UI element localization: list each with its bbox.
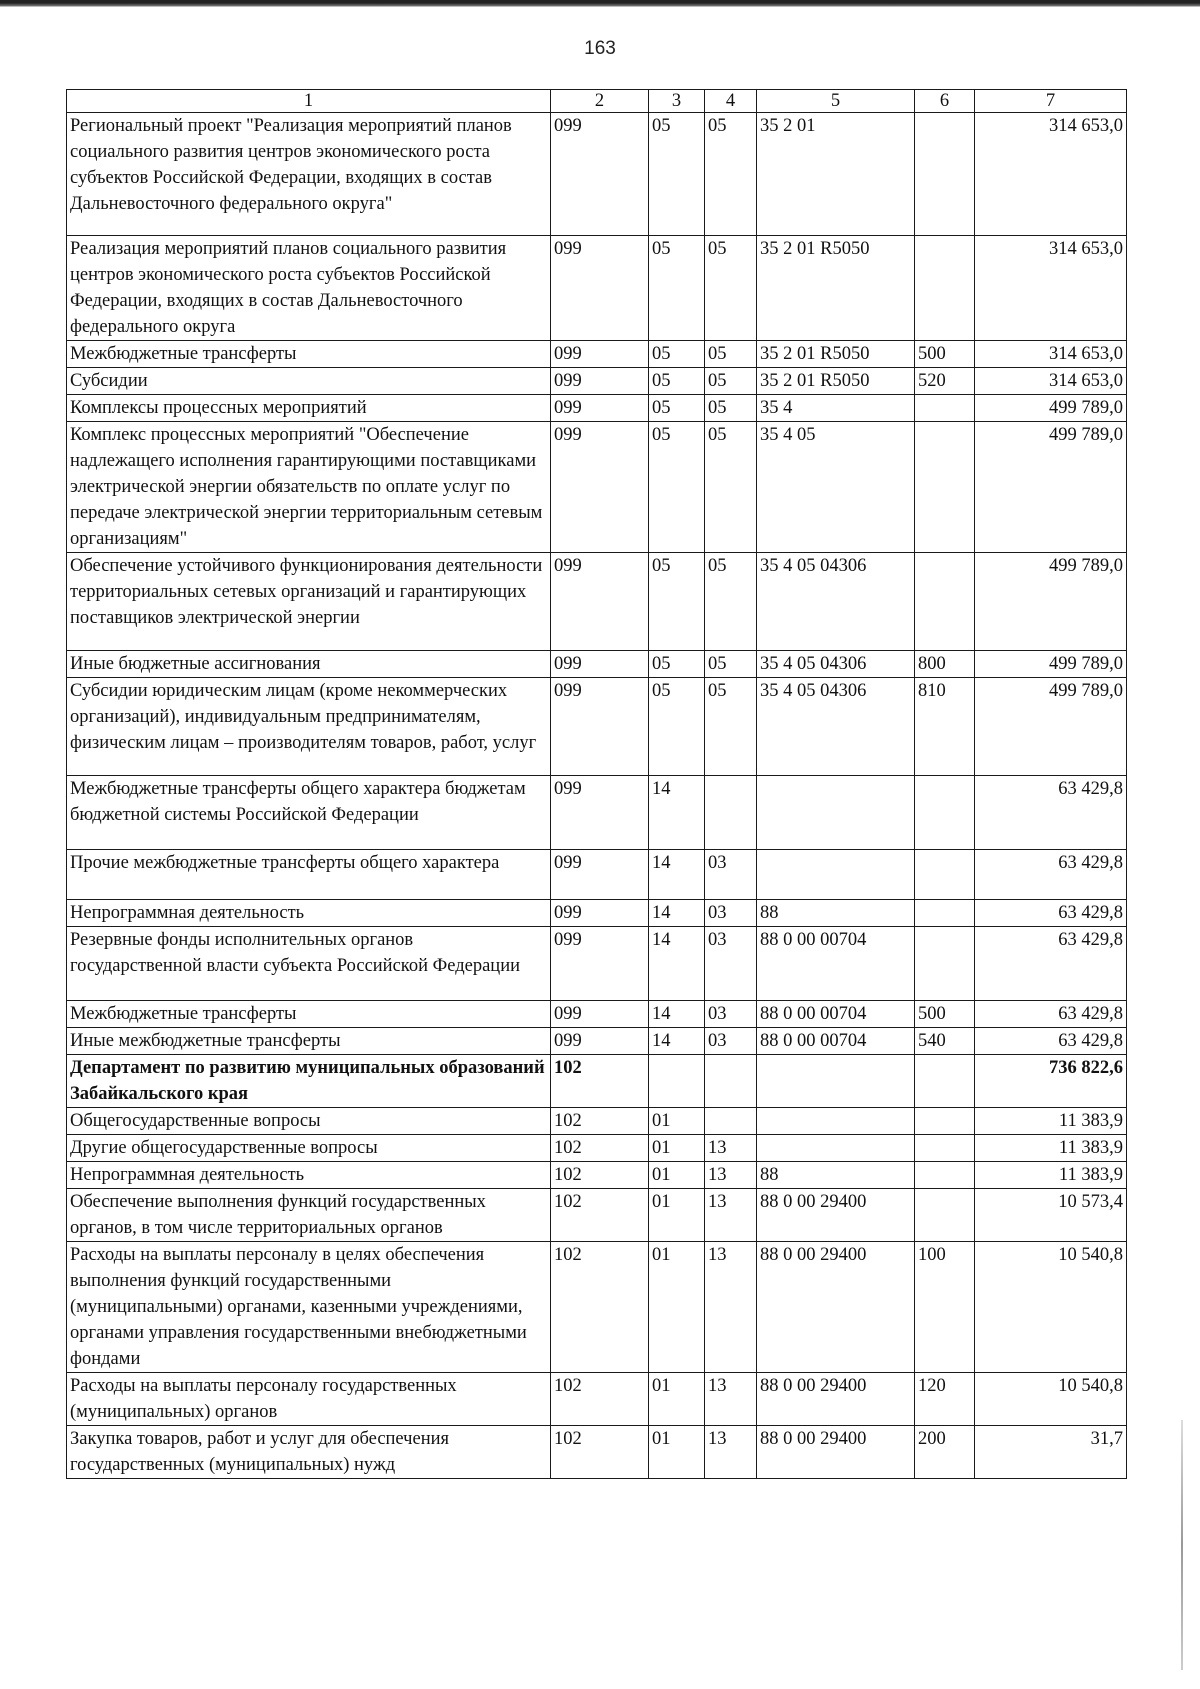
column-header-1: 1 — [67, 90, 551, 113]
subsection-cell: 13 — [705, 1135, 757, 1162]
amount-cell: 63 429,8 — [975, 776, 1127, 850]
table-body — [67, 113, 1127, 1479]
table-row — [67, 553, 1127, 651]
expense-type-cell: 810 — [915, 678, 975, 776]
section-cell: 14 — [649, 900, 705, 927]
subsection-cell: 13 — [705, 1373, 757, 1426]
amount-cell: 314 653,0 — [975, 236, 1127, 341]
expense-type-cell — [915, 900, 975, 927]
expense-type-cell — [915, 1162, 975, 1189]
expense-type-cell: 800 — [915, 651, 975, 678]
ministry-code-cell: 099 — [551, 553, 649, 651]
table-row — [67, 1373, 1127, 1426]
table-row — [67, 1426, 1127, 1479]
item-name-cell: Межбюджетные трансферты — [67, 1001, 551, 1028]
ministry-code-cell: 099 — [551, 341, 649, 368]
item-name-cell: Комплекс процессных мероприятий "Обеспечение надлежащего исполнения гарантирующими поставщиками электрической энергии обязательств по оплате услуг по передаче электрической энергии территориальным сетевым организациям" — [67, 422, 551, 553]
expense-type-cell — [915, 850, 975, 900]
subsection-cell: 05 — [705, 395, 757, 422]
item-name-cell: Резервные фонды исполнительных органов государственной власти субъекта Российской Федерации — [67, 927, 551, 1001]
column-header-3: 3 — [649, 90, 705, 113]
subsection-cell: 03 — [705, 850, 757, 900]
item-name-cell: Расходы на выплаты персоналу в целях обеспечения выполнения функций государственными (муниципальными) органами, казенными учреждениями, органами управления государственными внебюджетными фондами — [67, 1242, 551, 1373]
expense-type-cell: 200 — [915, 1426, 975, 1479]
amount-cell: 63 429,8 — [975, 900, 1127, 927]
page-number: 163 — [584, 38, 616, 59]
amount-cell: 63 429,8 — [975, 1001, 1127, 1028]
section-cell: 14 — [649, 850, 705, 900]
table-row — [67, 776, 1127, 850]
item-name-cell: Обеспечение устойчивого функционирования деятельности территориальных сетевых организаций и гарантирующих поставщиков электрической энергии — [67, 553, 551, 651]
amount-cell: 11 383,9 — [975, 1135, 1127, 1162]
expense-type-cell — [915, 1189, 975, 1242]
table-row — [67, 900, 1127, 927]
item-name-cell: Региональный проект "Реализация мероприятий планов социального развития центров экономического роста субъектов Российской Федерации, входящих в состав Дальневосточного федерального округа" — [67, 113, 551, 236]
ministry-code-cell: 099 — [551, 422, 649, 553]
amount-cell: 11 383,9 — [975, 1162, 1127, 1189]
subsection-cell — [705, 1055, 757, 1108]
subsection-cell: 05 — [705, 651, 757, 678]
table-row — [67, 1242, 1127, 1373]
expense-type-cell: 500 — [915, 1001, 975, 1028]
target-article-cell: 88 0 00 29400 — [757, 1373, 915, 1426]
ministry-code-cell: 102 — [551, 1242, 649, 1373]
scan-border-line — [0, 0, 1200, 7]
subsection-cell: 03 — [705, 1001, 757, 1028]
subsection-cell — [705, 1108, 757, 1135]
target-article-cell: 35 4 05 — [757, 422, 915, 553]
expense-type-cell: 100 — [915, 1242, 975, 1373]
ministry-code-cell: 102 — [551, 1055, 649, 1108]
amount-cell: 314 653,0 — [975, 368, 1127, 395]
item-name-cell: Комплексы процессных мероприятий — [67, 395, 551, 422]
table-row — [67, 927, 1127, 1001]
item-name-cell: Расходы на выплаты персоналу государственных (муниципальных) органов — [67, 1373, 551, 1426]
column-header-4: 4 — [705, 90, 757, 113]
target-article-cell: 35 4 05 04306 — [757, 651, 915, 678]
column-header-5: 5 — [757, 90, 915, 113]
table-row — [67, 113, 1127, 236]
section-cell: 14 — [649, 1028, 705, 1055]
target-article-cell: 88 0 00 29400 — [757, 1242, 915, 1373]
item-name-cell: Закупка товаров, работ и услуг для обеспечения государственных (муниципальных) нужд — [67, 1426, 551, 1479]
expense-type-cell — [915, 395, 975, 422]
target-article-cell: 88 0 00 29400 — [757, 1189, 915, 1242]
amount-cell: 10 540,8 — [975, 1242, 1127, 1373]
ministry-code-cell: 102 — [551, 1108, 649, 1135]
ministry-code-cell: 099 — [551, 776, 649, 850]
target-article-cell: 88 — [757, 1162, 915, 1189]
item-name-cell: Непрограммная деятельность — [67, 1162, 551, 1189]
section-cell: 01 — [649, 1108, 705, 1135]
item-name-cell: Иные межбюджетные трансферты — [67, 1028, 551, 1055]
table-row — [67, 1108, 1127, 1135]
item-name-cell: Субсидии — [67, 368, 551, 395]
amount-cell: 314 653,0 — [975, 341, 1127, 368]
expense-type-cell — [915, 422, 975, 553]
expense-type-cell — [915, 236, 975, 341]
amount-cell: 499 789,0 — [975, 553, 1127, 651]
target-article-cell: 88 — [757, 900, 915, 927]
subsection-cell: 13 — [705, 1242, 757, 1373]
subsection-cell: 05 — [705, 368, 757, 395]
table-row — [67, 368, 1127, 395]
ministry-code-cell: 102 — [551, 1189, 649, 1242]
subsection-cell: 03 — [705, 1028, 757, 1055]
section-cell: 05 — [649, 341, 705, 368]
subsection-cell: 05 — [705, 678, 757, 776]
ministry-code-cell: 099 — [551, 368, 649, 395]
target-article-cell — [757, 1055, 915, 1108]
ministry-code-cell: 102 — [551, 1135, 649, 1162]
ministry-code-cell: 099 — [551, 236, 649, 341]
ministry-code-cell: 099 — [551, 651, 649, 678]
table-row — [67, 1189, 1127, 1242]
table-row — [67, 1055, 1127, 1108]
subsection-cell: 05 — [705, 341, 757, 368]
section-cell: 14 — [649, 776, 705, 850]
budget-table — [66, 89, 1127, 1479]
table-row — [67, 236, 1127, 341]
table-row — [67, 1001, 1127, 1028]
section-cell: 05 — [649, 236, 705, 341]
amount-cell: 499 789,0 — [975, 395, 1127, 422]
target-article-cell: 35 2 01 R5050 — [757, 341, 915, 368]
target-article-cell: 35 4 05 04306 — [757, 678, 915, 776]
item-name-cell: Общегосударственные вопросы — [67, 1108, 551, 1135]
subsection-cell: 03 — [705, 927, 757, 1001]
amount-cell: 499 789,0 — [975, 678, 1127, 776]
subsection-cell: 03 — [705, 900, 757, 927]
amount-cell: 499 789,0 — [975, 651, 1127, 678]
section-cell: 14 — [649, 927, 705, 1001]
amount-cell: 314 653,0 — [975, 113, 1127, 236]
ministry-code-cell: 099 — [551, 395, 649, 422]
subsection-cell: 13 — [705, 1426, 757, 1479]
subsection-cell: 13 — [705, 1162, 757, 1189]
target-article-cell: 35 2 01 — [757, 113, 915, 236]
ministry-code-cell: 099 — [551, 113, 649, 236]
item-name-cell: Иные бюджетные ассигнования — [67, 651, 551, 678]
target-article-cell: 35 2 01 R5050 — [757, 368, 915, 395]
item-name-cell: Субсидии юридическим лицам (кроме некоммерческих организаций), индивидуальным предпринимателям, физическим лицам – производителям товаров, работ, услуг — [67, 678, 551, 776]
ministry-code-cell: 099 — [551, 1028, 649, 1055]
amount-cell: 736 822,6 — [975, 1055, 1127, 1108]
section-cell: 01 — [649, 1189, 705, 1242]
subsection-cell: 05 — [705, 553, 757, 651]
target-article-cell — [757, 1135, 915, 1162]
target-article-cell: 35 2 01 R5050 — [757, 236, 915, 341]
table-row — [67, 678, 1127, 776]
table-header-row — [67, 90, 1127, 113]
target-article-cell: 88 0 00 00704 — [757, 1001, 915, 1028]
amount-cell: 11 383,9 — [975, 1108, 1127, 1135]
amount-cell: 10 540,8 — [975, 1373, 1127, 1426]
target-article-cell: 88 0 00 29400 — [757, 1426, 915, 1479]
item-name-cell: Прочие межбюджетные трансферты общего характера — [67, 850, 551, 900]
section-cell: 01 — [649, 1373, 705, 1426]
target-article-cell — [757, 776, 915, 850]
target-article-cell: 88 0 00 00704 — [757, 1028, 915, 1055]
item-name-cell: Другие общегосударственные вопросы — [67, 1135, 551, 1162]
table-row — [67, 341, 1127, 368]
subsection-cell: 05 — [705, 236, 757, 341]
target-article-cell: 35 4 05 04306 — [757, 553, 915, 651]
ministry-code-cell: 102 — [551, 1373, 649, 1426]
section-cell: 05 — [649, 651, 705, 678]
expense-type-cell: 540 — [915, 1028, 975, 1055]
table-row — [67, 651, 1127, 678]
expense-type-cell: 520 — [915, 368, 975, 395]
ministry-code-cell: 099 — [551, 927, 649, 1001]
section-cell: 01 — [649, 1162, 705, 1189]
section-cell: 05 — [649, 395, 705, 422]
expense-type-cell — [915, 776, 975, 850]
column-header-7: 7 — [975, 90, 1127, 113]
target-article-cell — [757, 850, 915, 900]
expense-type-cell — [915, 1135, 975, 1162]
item-name-cell: Межбюджетные трансферты — [67, 341, 551, 368]
column-header-2: 2 — [551, 90, 649, 113]
expense-type-cell — [915, 113, 975, 236]
ministry-code-cell: 102 — [551, 1162, 649, 1189]
target-article-cell: 88 0 00 00704 — [757, 927, 915, 1001]
section-cell: 05 — [649, 368, 705, 395]
scan-edge-mark — [1181, 1420, 1183, 1670]
ministry-code-cell: 099 — [551, 678, 649, 776]
amount-cell: 63 429,8 — [975, 1028, 1127, 1055]
section-cell: 01 — [649, 1242, 705, 1373]
amount-cell: 10 573,4 — [975, 1189, 1127, 1242]
table-row — [67, 850, 1127, 900]
item-name-cell: Межбюджетные трансферты общего характера бюджетам бюджетной системы Российской Федерации — [67, 776, 551, 850]
column-header-6: 6 — [915, 90, 975, 113]
section-cell: 05 — [649, 678, 705, 776]
item-name-cell: Непрограммная деятельность — [67, 900, 551, 927]
target-article-cell: 35 4 — [757, 395, 915, 422]
ministry-code-cell: 099 — [551, 850, 649, 900]
table-row — [67, 1028, 1127, 1055]
section-cell: 05 — [649, 113, 705, 236]
section-cell: 01 — [649, 1135, 705, 1162]
ministry-code-cell: 102 — [551, 1426, 649, 1479]
section-cell: 05 — [649, 422, 705, 553]
subsection-cell — [705, 776, 757, 850]
amount-cell: 31,7 — [975, 1426, 1127, 1479]
table-row — [67, 395, 1127, 422]
subsection-cell: 05 — [705, 113, 757, 236]
section-cell — [649, 1055, 705, 1108]
ministry-code-cell: 099 — [551, 900, 649, 927]
section-cell: 05 — [649, 553, 705, 651]
subsection-cell: 05 — [705, 422, 757, 553]
amount-cell: 499 789,0 — [975, 422, 1127, 553]
amount-cell: 63 429,8 — [975, 850, 1127, 900]
target-article-cell — [757, 1108, 915, 1135]
expense-type-cell: 120 — [915, 1373, 975, 1426]
ministry-code-cell: 099 — [551, 1001, 649, 1028]
expense-type-cell — [915, 1055, 975, 1108]
expense-type-cell — [915, 927, 975, 1001]
section-cell: 14 — [649, 1001, 705, 1028]
section-cell: 01 — [649, 1426, 705, 1479]
item-name-cell: Обеспечение выполнения функций государственных органов, в том числе территориальных органов — [67, 1189, 551, 1242]
amount-cell: 63 429,8 — [975, 927, 1127, 1001]
expense-type-cell — [915, 553, 975, 651]
expense-type-cell — [915, 1108, 975, 1135]
item-name-cell: Реализация мероприятий планов социального развития центров экономического роста субъектов Российской Федерации, входящих в состав Дальневосточного федерального округа — [67, 236, 551, 341]
table-row — [67, 1162, 1127, 1189]
expense-type-cell: 500 — [915, 341, 975, 368]
table-row — [67, 422, 1127, 553]
subsection-cell: 13 — [705, 1189, 757, 1242]
item-name-cell: Департамент по развитию муниципальных образований Забайкальского края — [67, 1055, 551, 1108]
table-row — [67, 1135, 1127, 1162]
